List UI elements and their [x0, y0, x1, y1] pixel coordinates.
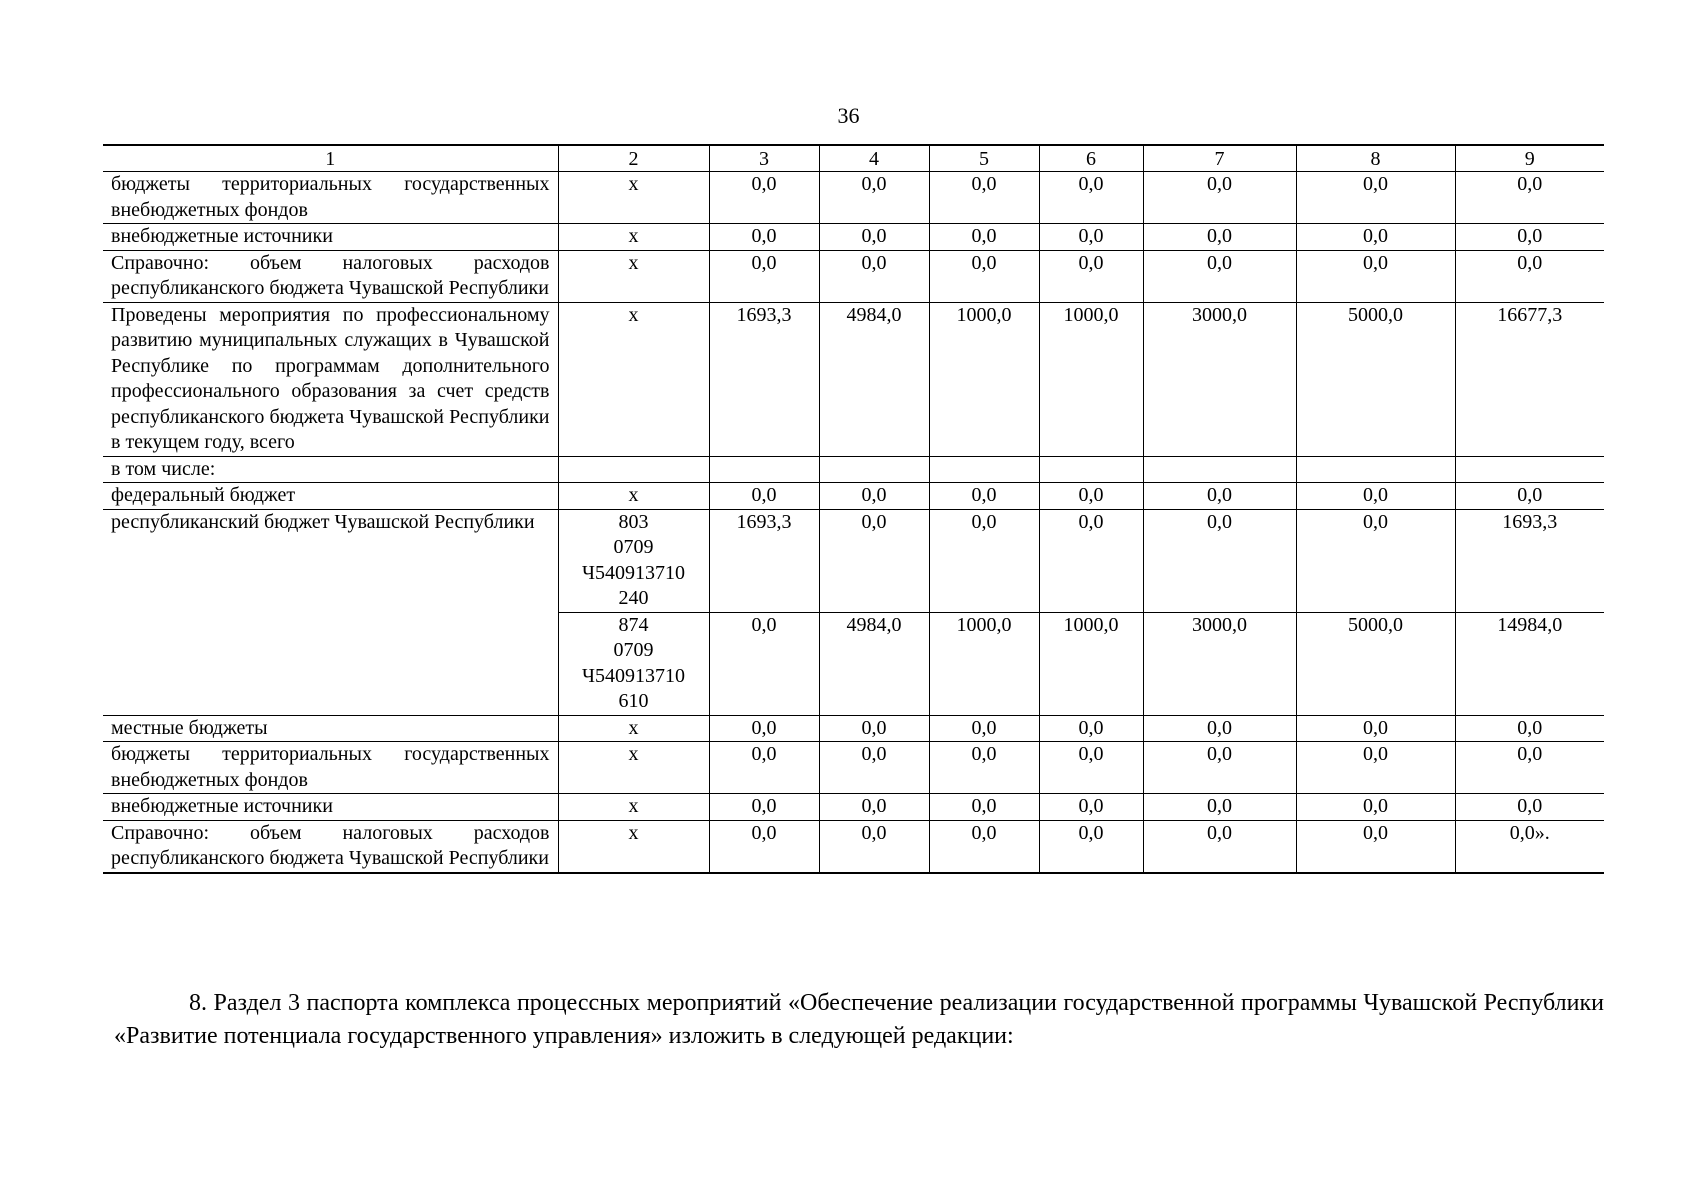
- value-cell: [1143, 456, 1296, 483]
- value-cell: 0,0: [1039, 715, 1143, 742]
- value-cell: 0,0: [1455, 715, 1604, 742]
- column-header: 1: [103, 145, 558, 172]
- table-row: [103, 509, 1604, 612]
- row-description: бюджеты территориальных государственных внебюджетных фондов: [103, 742, 558, 794]
- value-cell: 0,0: [1039, 224, 1143, 251]
- value-cell: 0,0: [929, 742, 1039, 794]
- table-row: [103, 172, 1604, 224]
- budget-code-line: 803: [618, 510, 649, 533]
- value-cell: 0,0: [1296, 742, 1455, 794]
- value-cell: 0,0: [709, 820, 819, 873]
- value-cell: 0,0: [1143, 715, 1296, 742]
- value-cell: 0,0: [709, 250, 819, 302]
- value-cell: 0,0: [929, 820, 1039, 873]
- value-cell: 0,0: [929, 715, 1039, 742]
- value-cell: 0,0: [929, 172, 1039, 224]
- value-cell: 0,0: [1143, 794, 1296, 821]
- value-cell: 0,0: [1455, 794, 1604, 821]
- row-description: в том числе:: [103, 456, 558, 483]
- table-row: [103, 302, 1604, 456]
- value-cell: [929, 456, 1039, 483]
- table-row: [103, 794, 1604, 821]
- column-header: 9: [1455, 145, 1604, 172]
- column-header: 7: [1143, 145, 1296, 172]
- value-cell: 0,0: [1039, 742, 1143, 794]
- row-description: Проведены мероприятия по профессиональному развитию муниципальных служащих в Чувашской Республике по программам дополнительного профессионального образования за счет средств республиканского бюджета Чувашской Республики в текущем году, всего: [103, 302, 558, 456]
- row-description: республиканский бюджет Чувашской Республики: [103, 509, 558, 715]
- value-cell: 0,0: [709, 794, 819, 821]
- column-header: 6: [1039, 145, 1143, 172]
- value-cell: 0,0».: [1455, 820, 1604, 873]
- budget-code: х: [558, 794, 709, 821]
- table-row: [103, 250, 1604, 302]
- value-cell: 1000,0: [929, 302, 1039, 456]
- value-cell: 0,0: [709, 172, 819, 224]
- value-cell: 0,0: [1296, 250, 1455, 302]
- value-cell: 0,0: [1039, 172, 1143, 224]
- row-description: внебюджетные источники: [103, 224, 558, 251]
- value-cell: 0,0: [819, 250, 929, 302]
- value-cell: 0,0: [709, 742, 819, 794]
- value-cell: 4984,0: [819, 302, 929, 456]
- value-cell: 0,0: [1039, 820, 1143, 873]
- table-row: [103, 742, 1604, 794]
- value-cell: 0,0: [819, 224, 929, 251]
- value-cell: 0,0: [929, 224, 1039, 251]
- value-cell: 0,0: [1143, 250, 1296, 302]
- value-cell: 4984,0: [819, 612, 929, 715]
- value-cell: 0,0: [1296, 224, 1455, 251]
- budget-code-line: Ч540913710: [582, 561, 685, 584]
- value-cell: 0,0: [1296, 509, 1455, 612]
- budget-code-line: 874: [618, 613, 649, 636]
- table-header-row: [103, 145, 1604, 172]
- table-row: [103, 715, 1604, 742]
- budget-code: х: [558, 715, 709, 742]
- table-row: [103, 224, 1604, 251]
- column-header: 2: [558, 145, 709, 172]
- value-cell: 1000,0: [929, 612, 1039, 715]
- value-cell: 16677,3: [1455, 302, 1604, 456]
- value-cell: 0,0: [1455, 250, 1604, 302]
- value-cell: 0,0: [1039, 483, 1143, 510]
- budget-code: х: [558, 820, 709, 873]
- value-cell: 0,0: [819, 820, 929, 873]
- budget-code: х: [558, 302, 709, 456]
- table-row: [103, 456, 1604, 483]
- value-cell: [819, 456, 929, 483]
- value-cell: 0,0: [1143, 742, 1296, 794]
- budget-code-line: 0709: [613, 639, 654, 661]
- value-cell: 0,0: [819, 794, 929, 821]
- budget-code: [558, 612, 709, 715]
- value-cell: 3000,0: [1143, 302, 1296, 456]
- value-cell: 14984,0: [1455, 612, 1604, 715]
- budget-code-line: Ч540913710: [582, 664, 685, 687]
- instruction-paragraph: 8. Раздел 3 паспорта комплекса процессных мероприятий «Обеспечение реализации государственной программы Чувашской Республики «Развитие потенциала государственного управления» изложить в следующей редакции:: [114, 990, 1604, 1049]
- value-cell: [1039, 456, 1143, 483]
- value-cell: 0,0: [819, 172, 929, 224]
- value-cell: [1296, 456, 1455, 483]
- value-cell: 0,0: [709, 224, 819, 251]
- value-cell: 0,0: [1296, 715, 1455, 742]
- value-cell: 5000,0: [1296, 612, 1455, 715]
- value-cell: [1455, 456, 1604, 483]
- budget-code-line: 240: [618, 587, 649, 609]
- budget-code: х: [558, 172, 709, 224]
- value-cell: 0,0: [819, 483, 929, 510]
- value-cell: [709, 456, 819, 483]
- value-cell: 0,0: [1039, 250, 1143, 302]
- value-cell: 0,0: [929, 794, 1039, 821]
- value-cell: 1693,3: [709, 509, 819, 612]
- value-cell: 1000,0: [1039, 302, 1143, 456]
- row-description: внебюджетные источники: [103, 794, 558, 821]
- value-cell: 0,0: [709, 715, 819, 742]
- value-cell: 0,0: [929, 509, 1039, 612]
- row-description: Справочно: объем налоговых расходов республиканского бюджета Чувашской Республики: [103, 250, 558, 302]
- value-cell: 0,0: [1143, 224, 1296, 251]
- table-row: [103, 483, 1604, 510]
- value-cell: 0,0: [1143, 172, 1296, 224]
- column-header: 4: [819, 145, 929, 172]
- value-cell: 0,0: [709, 483, 819, 510]
- page-number: 36: [837, 103, 860, 128]
- value-cell: 0,0: [1143, 820, 1296, 873]
- table-row: [103, 820, 1604, 873]
- value-cell: 0,0: [1296, 820, 1455, 873]
- value-cell: 1693,3: [1455, 509, 1604, 612]
- value-cell: 0,0: [819, 509, 929, 612]
- row-description: федеральный бюджет: [103, 483, 558, 510]
- budget-code-line: 610: [618, 690, 649, 712]
- value-cell: 0,0: [819, 715, 929, 742]
- value-cell: 1000,0: [1039, 612, 1143, 715]
- value-cell: 0,0: [1039, 509, 1143, 612]
- value-cell: 0,0: [1455, 224, 1604, 251]
- value-cell: 1693,3: [709, 302, 819, 456]
- value-cell: 0,0: [929, 483, 1039, 510]
- budget-code: х: [558, 483, 709, 510]
- budget-code: х: [558, 224, 709, 251]
- value-cell: 0,0: [1455, 483, 1604, 510]
- value-cell: 3000,0: [1143, 612, 1296, 715]
- value-cell: 0,0: [1296, 483, 1455, 510]
- value-cell: 0,0: [819, 742, 929, 794]
- row-description: Справочно: объем налоговых расходов республиканского бюджета Чувашской Республики: [103, 820, 558, 873]
- value-cell: 0,0: [1455, 172, 1604, 224]
- column-header: 5: [929, 145, 1039, 172]
- budget-table: [103, 144, 1604, 874]
- row-description: местные бюджеты: [103, 715, 558, 742]
- value-cell: 5000,0: [1296, 302, 1455, 456]
- budget-code-line: 0709: [613, 536, 654, 558]
- budget-code: х: [558, 250, 709, 302]
- column-header: 3: [709, 145, 819, 172]
- budget-code: [558, 509, 709, 612]
- budget-code: [558, 456, 709, 483]
- budget-code: х: [558, 742, 709, 794]
- value-cell: 0,0: [709, 612, 819, 715]
- value-cell: 0,0: [1039, 794, 1143, 821]
- value-cell: 0,0: [1455, 742, 1604, 794]
- value-cell: 0,0: [1143, 483, 1296, 510]
- value-cell: 0,0: [1143, 509, 1296, 612]
- value-cell: 0,0: [1296, 794, 1455, 821]
- value-cell: 0,0: [1296, 172, 1455, 224]
- value-cell: 0,0: [929, 250, 1039, 302]
- column-header: 8: [1296, 145, 1455, 172]
- row-description: бюджеты территориальных государственных внебюджетных фондов: [103, 172, 558, 224]
